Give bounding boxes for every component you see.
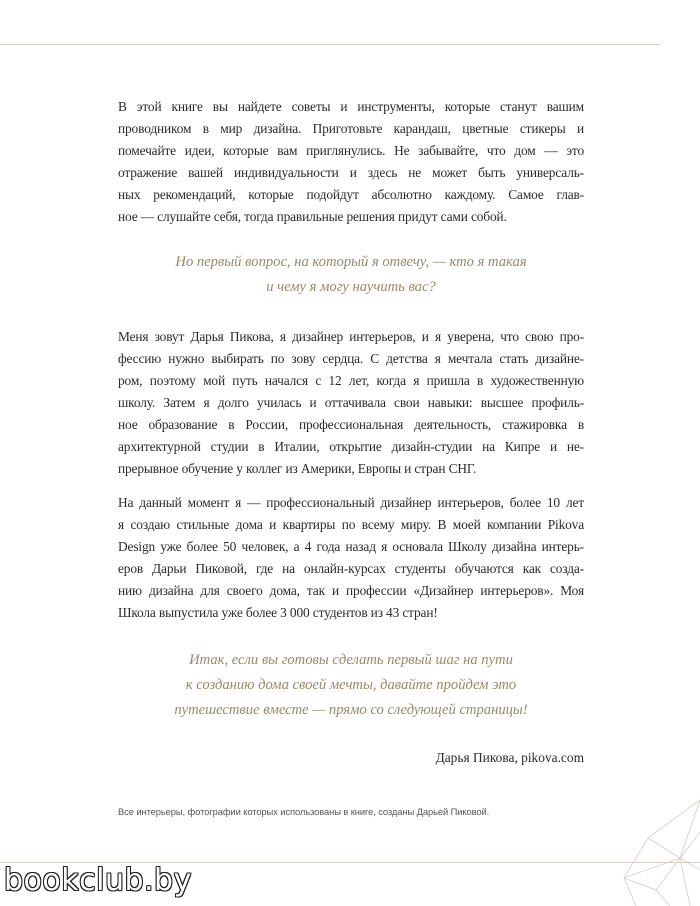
text-line: На данный момент я — профессиональный дизайнер интерьеров, более 10 лет	[118, 495, 584, 510]
text-line: ром, поэтому мой путь начался с 12 лет, когда я пришла в художественную	[118, 373, 584, 388]
text-line: школу. Затем я долго училась и оттачивала свои навыки: высшее профиль-	[118, 395, 584, 410]
text-line: прерывное обучение у коллег из Америки, Европы и стран СНГ.	[118, 461, 477, 476]
quote-line: Итак, если вы готовы сделать первый шаг на пути	[189, 652, 513, 668]
site-watermark: bookclub.by	[4, 863, 192, 898]
quote-line: путешествие вместе — прямо со следующей страницы!	[174, 702, 528, 718]
top-rule	[0, 44, 660, 45]
text-line: еров Дарьи Пиковой, где на онлайн-курсах студенты обучаются как созда-	[118, 561, 584, 576]
text-line: архитектурной студии в Италии, открытие дизайн-студии на Кипре и не-	[118, 439, 584, 454]
text-line: ное — слушайте себя, тогда правильные решения придут сами собой.	[118, 209, 507, 224]
text-line: Школа выпустила уже более 3 000 студентов из 43 стран!	[118, 605, 438, 620]
bio-paragraph	[118, 326, 584, 480]
geometric-ornament-icon	[560, 740, 700, 906]
text-line: Меня зовут Дарья Пикова, я дизайнер интерьеров, и я уверена, что свою про-	[118, 329, 584, 344]
text-line: Design уже более 50 человек, а 4 года назад я основала Школу дизайна интерь-	[118, 539, 584, 554]
text-line: я создаю стильные дома и квартиры по всему миру. В моей компании Pikova	[118, 517, 584, 532]
text-line: В этой книге вы найдете советы и инструменты, которые станут вашим	[118, 99, 584, 114]
intro-paragraph	[118, 96, 584, 228]
quote-line: Но первый вопрос, на который я отвечу, — кто я такая	[175, 254, 527, 270]
photo-credit-footnote: Все интерьеры, фотографии которых использованы в книге, созданы Дарьей Пиковой.	[118, 806, 490, 817]
text-line: отражение вашей индивидуальности и здесь не может быть универсаль-	[118, 165, 584, 180]
text-line: ное образование в России, профессиональная деятельность, стажировка в	[118, 417, 584, 432]
text-line: фессию нужно выбирать по зову сердца. С детства я мечтала стать дизайне-	[118, 351, 584, 366]
career-paragraph	[118, 492, 584, 624]
page-content	[118, 96, 584, 769]
quote-line: и чему я могу научить вас?	[266, 279, 436, 295]
pull-quote-question	[118, 250, 584, 300]
text-line: ных рекомендаций, которые подойдут абсолютно каждому. Самое глав-	[118, 187, 584, 202]
text-line: проводником в мир дизайна. Приготовьте карандаш, цветные стикеры и	[118, 121, 584, 136]
author-signature: Дарья Пикова, pikova.com	[435, 750, 584, 765]
quote-line: к созданию дома своей мечты, давайте пройдем это	[185, 677, 517, 693]
text-line: нию дизайна для своего дома, так и профессии «Дизайнер интерьеров». Моя	[118, 583, 584, 598]
text-line: помечайте идеи, которые вам приглянулись. Не забывайте, что дом — это	[118, 143, 584, 158]
pull-quote-invitation	[118, 648, 584, 723]
